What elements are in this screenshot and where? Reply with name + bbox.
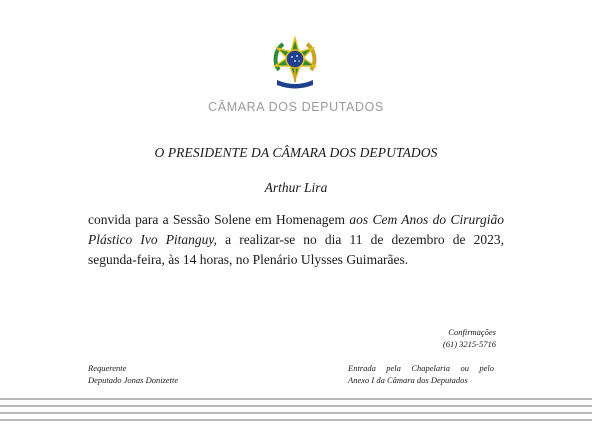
entrance-line-2: Anexo I da Câmara dos Deputados: [348, 375, 468, 385]
invitation-heading: O PRESIDENTE DA CÂMARA DOS DEPUTADOS: [154, 145, 438, 160]
confirmations-block: [443, 326, 496, 350]
footer-rules: [0, 398, 592, 428]
invitation-body: [88, 210, 504, 270]
brazil-coat-of-arms-icon: [269, 36, 321, 92]
institution-name: CÂMARA DOS DEPUTADOS: [208, 100, 384, 114]
president-name: Arthur Lira: [264, 180, 328, 195]
honoree-highlight: aos Cem Anos do Cirurgião Plástico Ivo Pitanguy,: [88, 212, 504, 247]
body-text-end: a realizar-se no dia 11 de dezembro de 2023, segunda-feira, às 14 horas, no Plenário Ulysses Guimarães.: [88, 232, 504, 267]
footer-rule: [0, 419, 592, 421]
body-text-start: convida para a Sessão Solene em Homenagem: [88, 212, 350, 227]
entrance-line-1: Entrada pela Chapelaria ou pelo: [348, 363, 494, 373]
requester-name: Deputado Jonas Donizette: [88, 375, 179, 385]
confirmations-phone: (61) 3215-5716: [442, 339, 496, 349]
entrance-block: [348, 362, 494, 386]
footer-rule: [0, 412, 592, 414]
requester-block: [88, 362, 178, 386]
requester-label: Requerente: [88, 363, 127, 373]
footer-rule: [0, 398, 592, 400]
confirmations-label: Confirmações: [448, 327, 496, 337]
footer-rule: [0, 405, 592, 407]
